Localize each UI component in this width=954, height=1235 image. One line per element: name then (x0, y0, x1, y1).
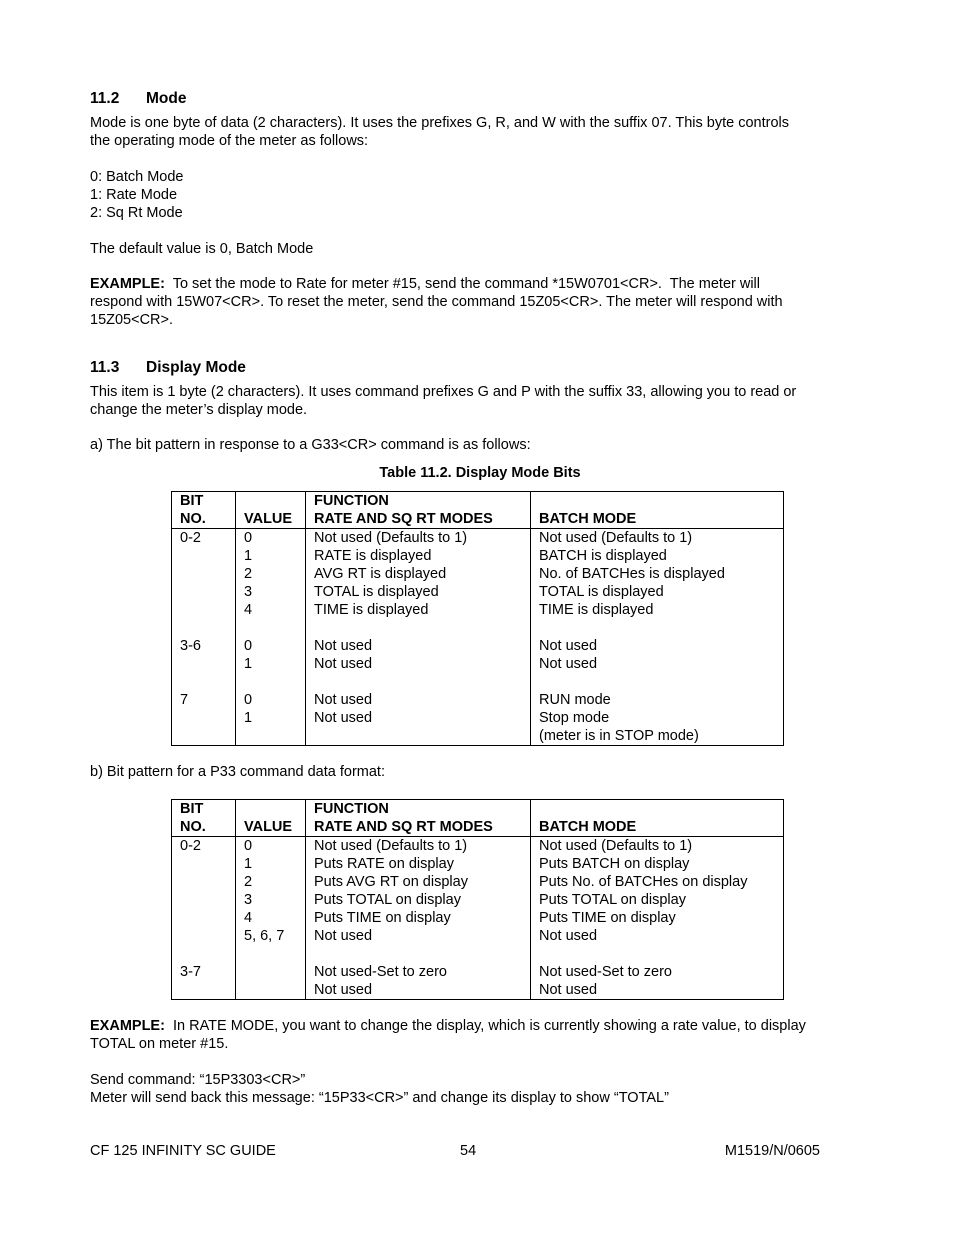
table-cell-line: 5, 6, 7 (244, 928, 285, 944)
p33-format-table (171, 799, 784, 1000)
batch-column (531, 529, 784, 746)
table-caption: Table 11.2. Display Mode Bits (379, 465, 581, 481)
table-cell-line: Not used (539, 638, 598, 654)
table-cell-line: Puts TOTAL on display (539, 892, 686, 908)
example-label: EXAMPLE: (90, 276, 165, 292)
header-rate-modes: FUNCTION RATE AND SQ RT MODES (306, 800, 531, 837)
section-number: 11.2 (90, 90, 120, 107)
header-value: VALUE (236, 800, 306, 837)
table-cell-line (314, 673, 522, 691)
header-value: VALUE (236, 492, 306, 529)
batch-column (531, 837, 784, 1000)
p33-pattern-text: b) Bit pattern for a P33 command data format: (90, 764, 385, 780)
table-cell-line (180, 909, 227, 927)
table-cell-line: 1 (244, 656, 253, 672)
table-cell-line: 3 (244, 892, 253, 908)
example-text: To set the mode to Rate for meter #15, send the command *15W0701<CR>. The meter will (164, 276, 760, 292)
table-cell-line (180, 583, 227, 601)
table-cell-line: TOTAL is displayed (539, 584, 664, 600)
table-cell-line: AVG RT is displayed (314, 566, 447, 582)
table-row (172, 529, 784, 746)
header-batch-mode: BATCH MODE (531, 800, 784, 837)
table-cell-line: Not used (Defaults to 1) (539, 530, 693, 546)
section-title: Display Mode (146, 359, 246, 376)
table-cell-line: Not used (314, 692, 373, 708)
table-cell-line (180, 727, 227, 745)
table-cell-line: 0 (244, 838, 253, 854)
table-cell-line (244, 981, 297, 999)
table-cell-line: 4 (244, 602, 253, 618)
table-cell-line: Puts RATE on display (314, 856, 454, 872)
display-intro-line-2: change the meter’s display mode. (90, 402, 308, 418)
table-cell-line: Not used (314, 982, 373, 998)
table-cell-line (180, 709, 227, 727)
header-bit-no: BIT NO. (172, 800, 236, 837)
table-cell-line: Not used (539, 656, 598, 672)
section-title: Mode (146, 90, 187, 107)
header-function: FUNCTION (314, 801, 389, 817)
table-cell-line: 1 (244, 548, 253, 564)
table-cell-line (180, 873, 227, 891)
table-cell-line: 2 (244, 566, 253, 582)
table-cell-line: 0 (244, 638, 253, 654)
rate-column (306, 837, 531, 1000)
g33-pattern-text: a) The bit pattern in response to a G33<CR> command is as follows: (90, 437, 531, 453)
header-bit-no: BIT NO. (172, 492, 236, 529)
table-row (172, 837, 784, 1000)
table-cell-line (244, 673, 297, 691)
table-cell-line: 3-6 (180, 638, 201, 654)
mode-example-line-3: 15Z05<CR>. (90, 312, 174, 328)
table-cell-line (180, 619, 227, 637)
section-number: 11.3 (90, 359, 120, 376)
table-cell-line: 3 (244, 584, 253, 600)
footer-page-number: 54 (460, 1143, 477, 1159)
table-cell-line (244, 727, 297, 745)
table-cell-line (314, 727, 522, 745)
bit-column (172, 837, 236, 1000)
table-cell-line: Not used-Set to zero (539, 964, 672, 980)
table-cell-line: TIME is displayed (539, 602, 654, 618)
example-label: EXAMPLE: (90, 1018, 165, 1034)
value-column (236, 529, 306, 746)
rate-column (306, 529, 531, 746)
table-cell-line: 1 (244, 856, 253, 872)
table-cell-line: No. of BATCHes is displayed (539, 566, 725, 582)
table-cell-line: RUN mode (539, 692, 611, 708)
display-example-line-1 (90, 1017, 806, 1035)
table-cell-line (539, 673, 775, 691)
table-cell-line: Not used (539, 982, 598, 998)
display-intro-line-1: This item is 1 byte (2 characters). It uses command prefixes G and P with the suffix 33, allowing you to read or (90, 384, 797, 400)
display-example-line-2: TOTAL on meter #15. (90, 1036, 229, 1052)
example-text: In RATE MODE, you want to change the display, which is currently showing a rate value, to display (164, 1018, 806, 1034)
table-cell-line (244, 945, 297, 963)
table-cell-line: TIME is displayed (314, 602, 429, 618)
mode-intro-line-2: the operating mode of the meter as follows: (90, 133, 369, 149)
table-cell-line: BATCH is displayed (539, 548, 667, 564)
header-rate-modes: FUNCTION RATE AND SQ RT MODES (306, 492, 531, 529)
table-cell-line: Not used (Defaults to 1) (314, 838, 468, 854)
table-cell-line (244, 963, 297, 981)
table-header-row (172, 800, 784, 837)
header-batch-mode: BATCH MODE (531, 492, 784, 529)
table-cell-line: Not used (314, 638, 373, 654)
mode-option: 1: Rate Mode (90, 187, 178, 203)
table-cell-line (180, 981, 227, 999)
table-cell-line (180, 891, 227, 909)
table-cell-line (314, 945, 522, 963)
table-cell-line: Not used (314, 710, 373, 726)
table-cell-line (180, 601, 227, 619)
mode-default-text: The default value is 0, Batch Mode (90, 241, 314, 257)
section-11-2-heading (90, 90, 186, 108)
table-cell-line (539, 945, 775, 963)
table-cell-line: 0-2 (180, 838, 201, 854)
table-cell-line (180, 565, 227, 583)
mode-example-line-2: respond with 15W07<CR>. To reset the meter, send the command 15Z05<CR>. The meter will respond with (90, 294, 783, 310)
table-cell-line: 0 (244, 692, 253, 708)
table-cell-line: RATE is displayed (314, 548, 432, 564)
table-cell-line: 3-7 (180, 964, 201, 980)
meter-reply-text: Meter will send back this message: “15P33<CR>” and change its display to show “TOTAL” (90, 1090, 669, 1106)
table-cell-line (180, 673, 227, 691)
table-cell-line: Not used (539, 928, 598, 944)
table-cell-line: Puts TIME on display (539, 910, 676, 926)
table-cell-line: Not used-Set to zero (314, 964, 447, 980)
display-mode-bits-table (171, 491, 784, 746)
table-cell-line: Puts No. of BATCHes on display (539, 874, 748, 890)
table-cell-line (180, 945, 227, 963)
table-cell-line (539, 619, 775, 637)
footer-guide-title: CF 125 INFINITY SC GUIDE (90, 1143, 276, 1159)
table-cell-line: Puts TOTAL on display (314, 892, 461, 908)
table-header-row (172, 492, 784, 529)
table-cell-line (244, 619, 297, 637)
table-cell-line: 0-2 (180, 530, 201, 546)
table-cell-line: Puts AVG RT on display (314, 874, 468, 890)
table-cell-line: Puts BATCH on display (539, 856, 690, 872)
table-cell-line (314, 619, 522, 637)
send-command-text: Send command: “15P3303<CR>” (90, 1072, 306, 1088)
table-cell-line: TOTAL is displayed (314, 584, 439, 600)
bit-column (172, 529, 236, 746)
table-cell-line: (meter is in STOP mode) (539, 728, 699, 744)
table-cell-line (180, 855, 227, 873)
table-cell-line (180, 655, 227, 673)
mode-option: 2: Sq Rt Mode (90, 205, 183, 221)
mode-option: 0: Batch Mode (90, 169, 184, 185)
table-cell-line: 1 (244, 710, 253, 726)
footer-document-code: M1519/N/0605 (724, 1143, 820, 1159)
table-cell-line: 7 (180, 692, 189, 708)
table-cell-line: Not used (Defaults to 1) (539, 838, 693, 854)
section-11-3-heading (90, 359, 246, 377)
table-cell-line: Not used (Defaults to 1) (314, 530, 468, 546)
table-cell-line: 2 (244, 874, 253, 890)
mode-example-line-1 (90, 275, 760, 293)
value-column (236, 837, 306, 1000)
table-cell-line: 0 (244, 530, 253, 546)
mode-intro-line-1: Mode is one byte of data (2 characters). It uses the prefixes G, R, and W with the suffix 07. This byte controls (90, 115, 790, 131)
table-cell-line: 4 (244, 910, 253, 926)
table-cell-line: Not used (314, 656, 373, 672)
table-cell-line: Stop mode (539, 710, 610, 726)
table-cell-line: Not used (314, 928, 373, 944)
header-function: FUNCTION (314, 493, 389, 509)
table-cell-line (180, 927, 227, 945)
table-cell-line (180, 547, 227, 565)
table-cell-line: Puts TIME on display (314, 910, 451, 926)
